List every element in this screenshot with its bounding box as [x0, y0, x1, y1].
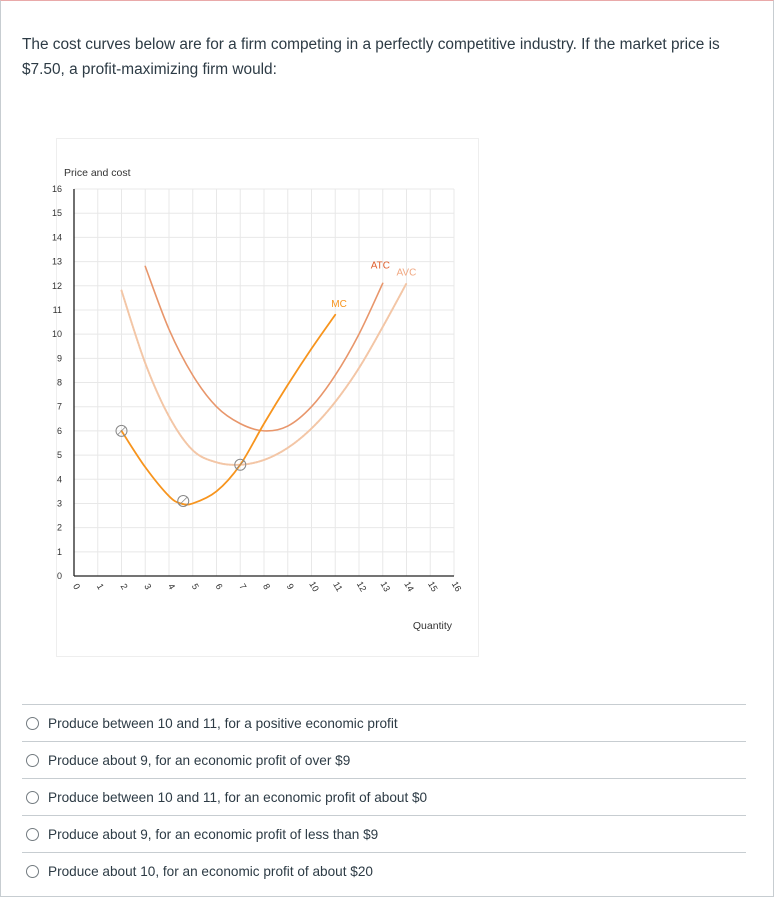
y-tick-label: 16	[51, 184, 62, 194]
x-tick-label: 5	[189, 581, 201, 592]
answer-label: Produce about 9, for an economic profit of less than $9	[48, 826, 379, 842]
markers	[116, 425, 246, 506]
x-tick-label: 8	[261, 581, 273, 592]
y-tick-label: 15	[51, 208, 62, 219]
y-tick-label: 11	[52, 304, 62, 315]
answer-option-5[interactable]	[22, 852, 746, 889]
x-tick-label: 11	[331, 579, 345, 594]
radio-button[interactable]	[26, 865, 39, 878]
y-tick-label: 6	[56, 425, 62, 436]
x-tick-label: 9	[284, 581, 296, 592]
x-tick-label: 13	[378, 579, 393, 594]
question-text: The cost curves below are for a firm competing in a perfectly competitive industry. If the market price is $7.50, a profit-maximizing firm would:	[22, 36, 720, 78]
answer-label: Produce between 10 and 11, for an economic profit of about $0	[48, 789, 428, 805]
y-tick-label: 12	[51, 280, 62, 291]
radio-button[interactable]	[26, 754, 39, 767]
x-tick-label: 15	[426, 579, 440, 594]
series-label-mc: MC	[331, 298, 347, 310]
y-tick-label: 4	[56, 474, 62, 485]
y-tick-label: 1	[56, 546, 62, 557]
y-tick-label: 7	[56, 401, 62, 412]
answer-label: Produce about 9, for an economic profit of over $9	[48, 752, 351, 768]
x-tick-label: 2	[118, 581, 130, 592]
series-label-avc: AVC	[396, 267, 417, 279]
radio-button[interactable]	[26, 791, 39, 804]
grid	[74, 189, 454, 576]
x-tick-label: 7	[237, 581, 249, 592]
answer-option-1[interactable]	[22, 704, 746, 741]
y-tick-label: 5	[56, 450, 62, 461]
y-tick-label: 3	[56, 498, 62, 509]
y-tick-label: 13	[51, 256, 62, 267]
radio-button[interactable]	[26, 717, 39, 730]
x-tick-label: 0	[71, 581, 83, 592]
x-tick-label: 12	[354, 579, 369, 594]
y-tick-label: 14	[51, 232, 62, 243]
x-axis-label: Quantity	[412, 620, 452, 632]
radio-button[interactable]	[26, 828, 39, 841]
answer-label: Produce between 10 and 11, for a positive economic profit	[48, 715, 398, 731]
x-tick-label: 3	[142, 581, 154, 592]
answer-list	[22, 704, 746, 889]
series-label-atc: ATC	[370, 260, 391, 272]
x-tick-label: 6	[213, 581, 225, 592]
x-tick-label: 14	[402, 579, 416, 594]
chart-figure	[51, 138, 479, 657]
x-tick-label: 4	[166, 581, 178, 592]
y-axis-label: Price and cost	[64, 167, 131, 179]
y-tick-label: 0	[56, 571, 62, 581]
y-tick-label: 10	[51, 329, 62, 340]
y-tick-label: 9	[56, 353, 62, 364]
y-tick-label: 8	[56, 377, 62, 388]
series-mc-line	[122, 315, 336, 505]
x-tick-label: 1	[94, 581, 106, 592]
x-tick-label: 16	[449, 579, 464, 594]
answer-option-4[interactable]	[22, 815, 746, 852]
cost-curves-chart	[51, 139, 478, 656]
x-tick-label: 10	[307, 579, 321, 594]
tick-labels	[52, 184, 463, 593]
answer-label: Produce about 10, for an economic profit of about $20	[48, 863, 373, 879]
answer-option-2[interactable]	[22, 741, 746, 778]
answer-option-3[interactable]	[22, 778, 746, 815]
y-tick-label: 2	[56, 522, 62, 533]
